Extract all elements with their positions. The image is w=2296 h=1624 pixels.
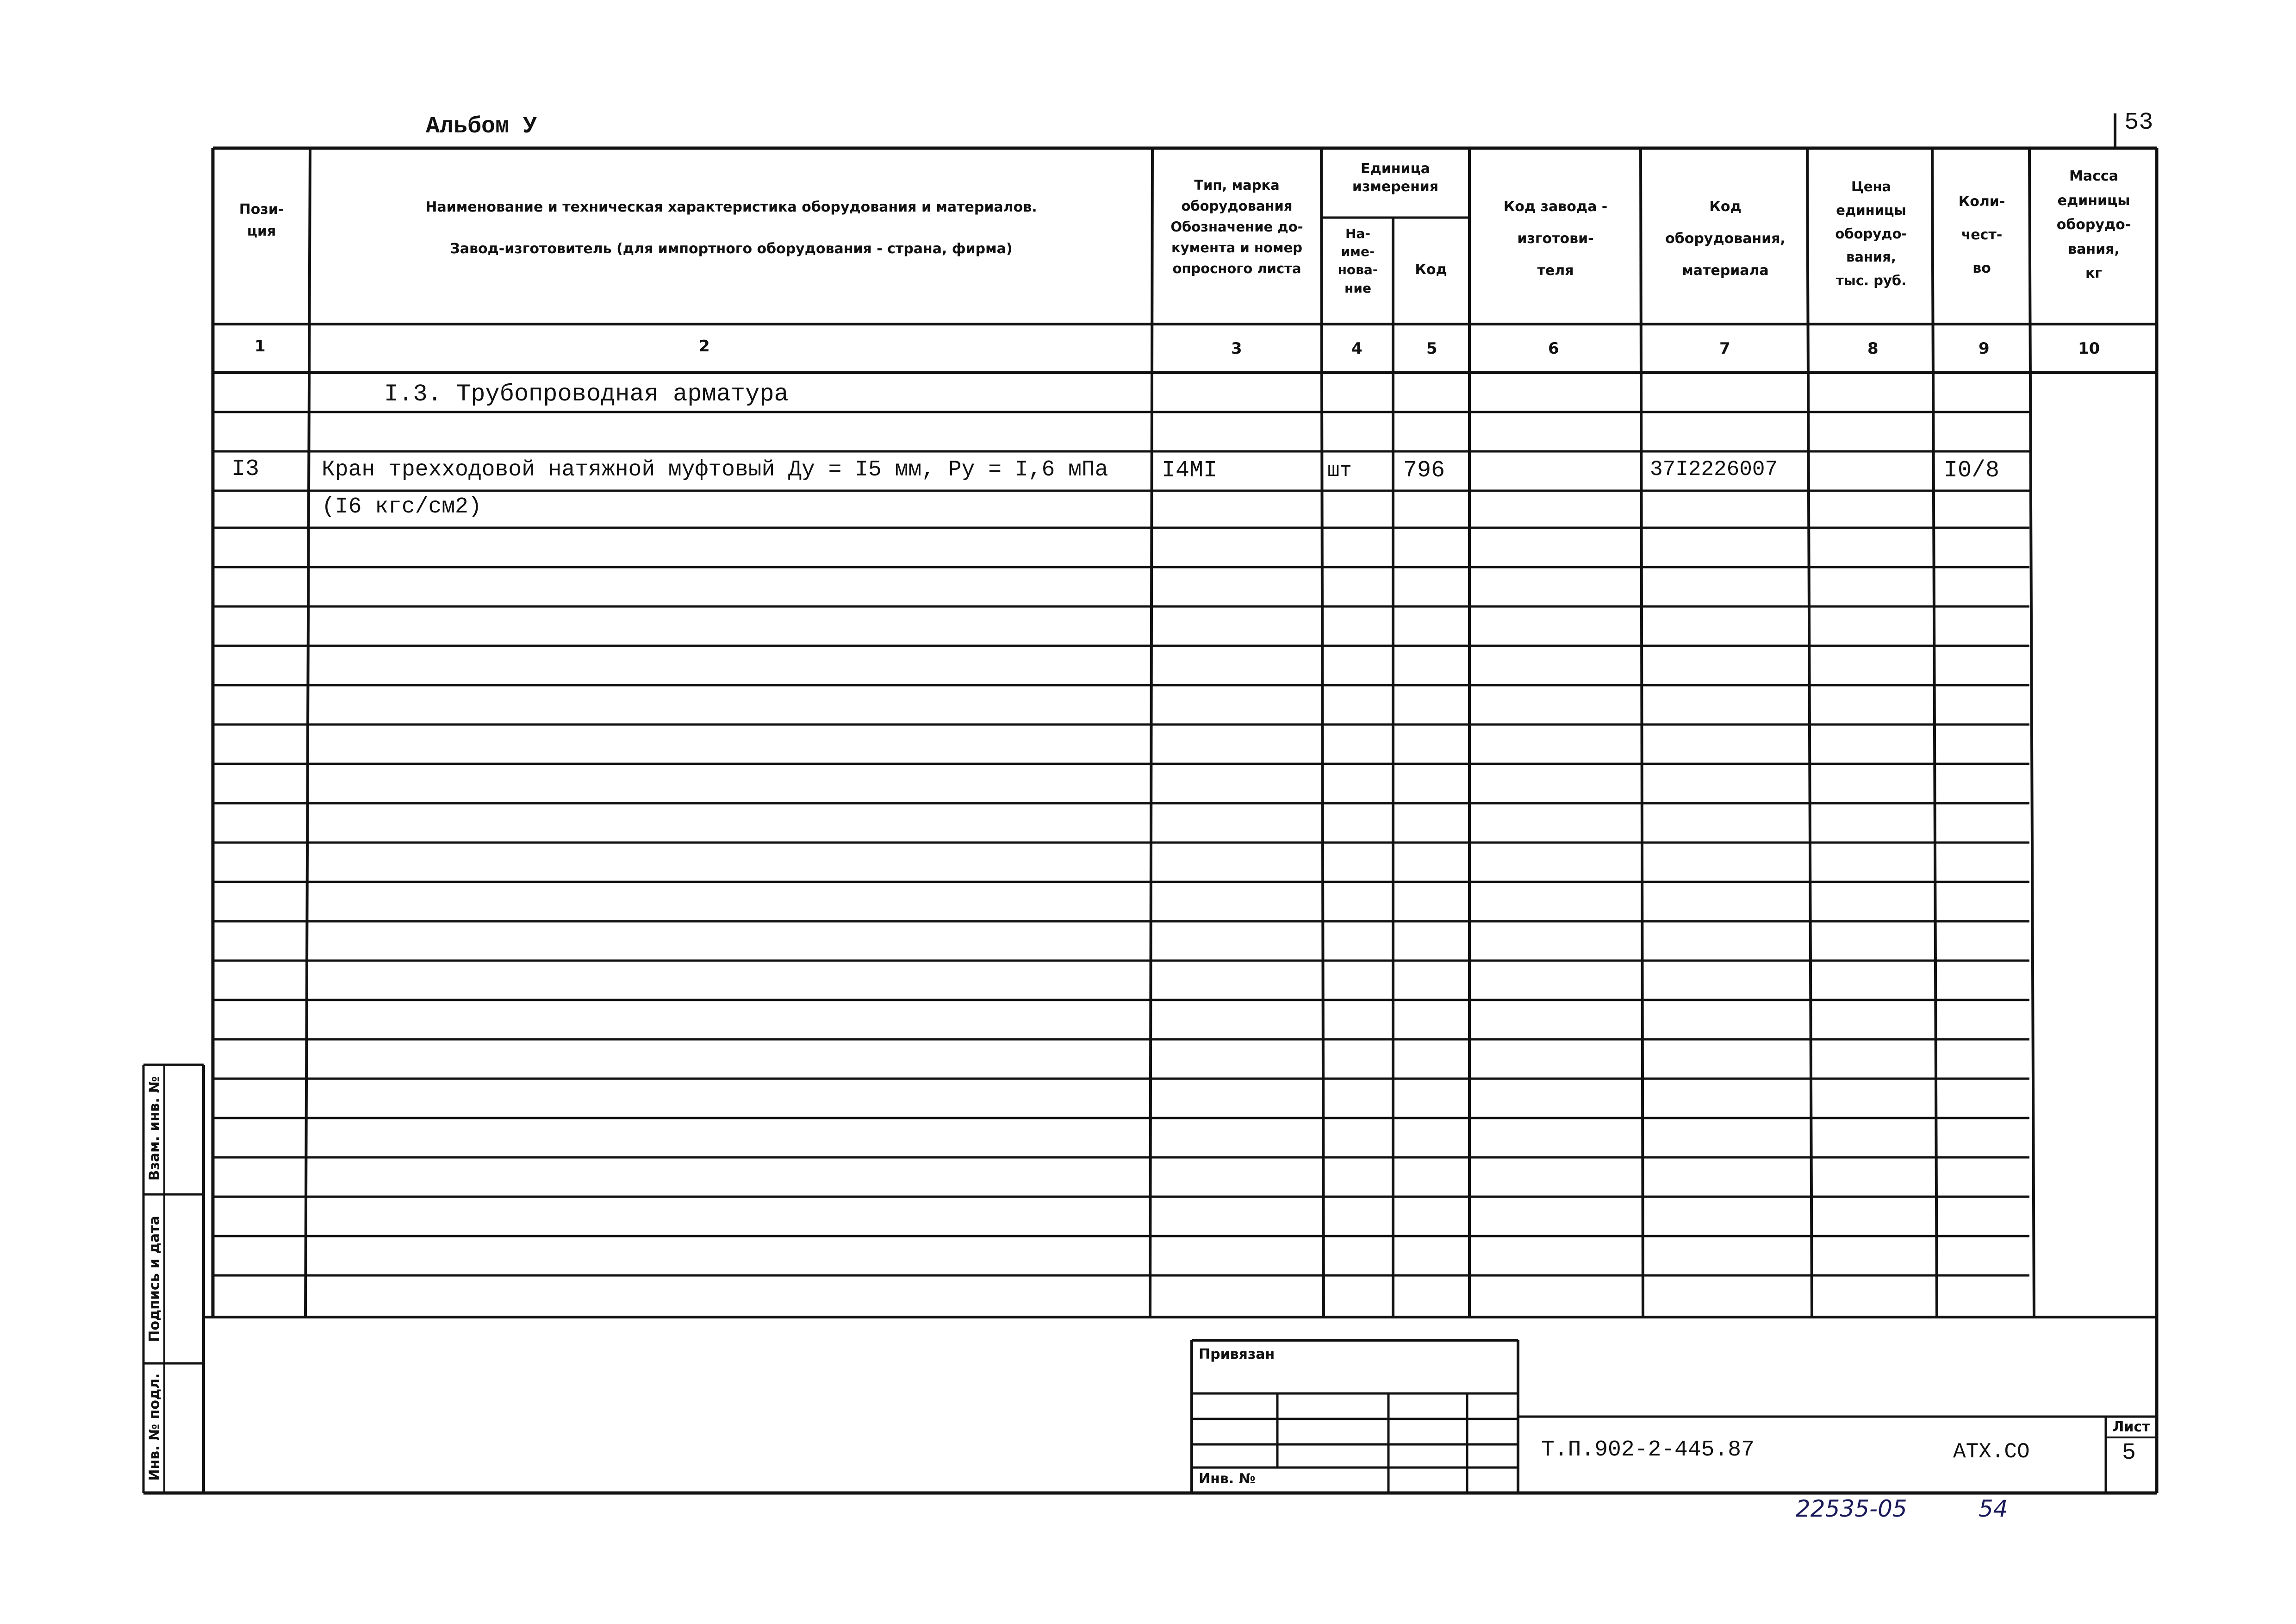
row-equipment-code: 37I2226007 (1650, 457, 1778, 481)
header-name-line2: Завод-изготовитель (для импортного оборудования - страна, фирма) (450, 241, 1013, 257)
header-equipment-code: Код оборудования, материала (1665, 199, 1786, 279)
column-number-5: 5 (1426, 339, 1437, 358)
footer-handwritten-number: 22535-05 (1796, 1495, 1907, 1522)
column-number-4: 4 (1351, 339, 1363, 358)
document-code: Т.П.902-2-445.87 (1541, 1437, 1755, 1462)
stamp-inv-label: Инв. № (1199, 1471, 1256, 1487)
document-suffix: АТХ.СО (1953, 1440, 2030, 1464)
row-unit-code: 796 (1403, 457, 1445, 484)
page-number: 53 (2124, 109, 2153, 136)
row-name-line1: Кран трехходовой натяжной муфтовый Ду = I5 мм, Ру = I,6 мПа (322, 457, 1108, 482)
side-label-inv-podl: Инв. № подл. (146, 1373, 163, 1481)
column-number-2: 2 (699, 337, 710, 356)
row-type: I4MI (1162, 457, 1218, 484)
header-name-line1: Наименование и техническая характеристика оборудования и материалов. (425, 199, 1037, 215)
side-label-vzam-inv: Взам. инв. № (146, 1076, 163, 1181)
row-quantity: I0/8 (1944, 457, 2000, 484)
album-title: Альбом У (426, 113, 537, 140)
column-number-1: 1 (255, 337, 266, 356)
column-number-8: 8 (1867, 339, 1879, 358)
section-title: I.3. Трубопроводная арматура (384, 381, 789, 408)
sheet-number: 5 (2122, 1440, 2136, 1466)
column-number-10: 10 (2078, 339, 2100, 358)
header-type: Тип, марка оборудования Обозначение до- кумента и номер опросного листа (1170, 177, 1303, 276)
column-number-3: 3 (1231, 339, 1242, 358)
header-unit-price: Цена единицы оборудо- вания, тыс. руб. (1835, 179, 1907, 288)
header-unit-group: Единица измерения (1352, 161, 1439, 195)
header-quantity: Коли- чест- во (1958, 194, 2005, 276)
stamp-bound-label: Привязан (1199, 1346, 1275, 1362)
column-number-6: 6 (1548, 339, 1559, 358)
sheet-label: Лист (2112, 1419, 2150, 1435)
header-manufacturer-code: Код завода - изготови- теля (1503, 199, 1608, 279)
row-unit-name: шт (1327, 459, 1352, 482)
header-position: Пози- ция (239, 201, 284, 239)
column-number-9: 9 (1979, 339, 1990, 358)
row-name-line2: (I6 кгс/см2) (322, 494, 482, 519)
header-unit-code: Код (1415, 262, 1447, 278)
footer-handwritten-page: 54 (1979, 1495, 2008, 1522)
column-number-7: 7 (1719, 339, 1730, 358)
side-label-signature-date: Подпись и дата (146, 1216, 163, 1342)
row-position: I3 (231, 456, 260, 482)
header-unit-name: На- име- нова- ние (1338, 226, 1378, 296)
header-unit-mass: Масса единицы оборудо- вания, кг (2056, 168, 2131, 281)
